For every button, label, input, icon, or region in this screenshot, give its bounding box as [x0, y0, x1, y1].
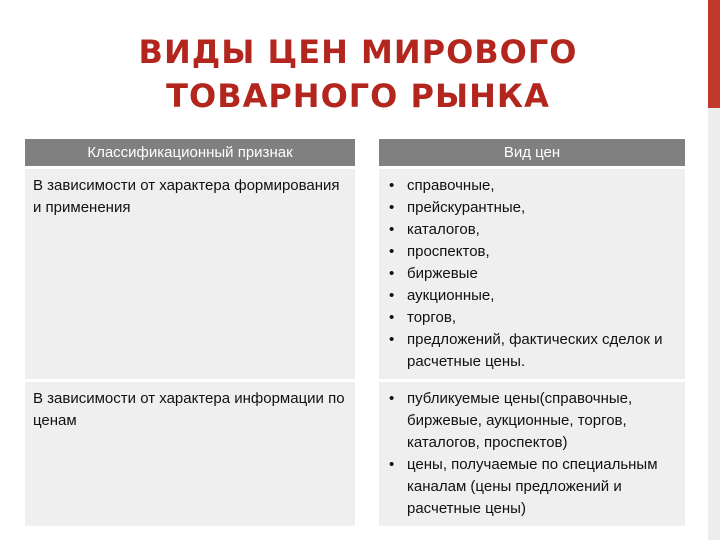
list-item: • цены, получаемые по специальным каналам (цены предложений и расчетные цены)	[387, 454, 677, 520]
header-price-type: Вид цен	[355, 139, 685, 166]
list-item: • аукционные,	[387, 285, 677, 307]
list-item: • торгов,	[387, 307, 677, 329]
row-2-criterion: В зависимости от характера информации по ценам	[25, 379, 355, 526]
row-1-list	[387, 175, 677, 373]
side-rule	[708, 108, 720, 540]
row-2-price-types	[355, 379, 685, 526]
list-item: • публикуемые цены(справочные, биржевые, аукционные, торгов, каталогов, проспектов)	[387, 388, 677, 454]
list-item: • справочные,	[387, 175, 677, 197]
price-types-table	[25, 139, 685, 526]
list-item: • каталогов,	[387, 219, 677, 241]
title-line-2: ТОВАРНОГО РЫНКА	[166, 77, 550, 115]
list-item: • предложений, фактических сделок и расчетные цены.	[387, 329, 677, 373]
row-1-price-types	[355, 166, 685, 379]
row-1-criterion: В зависимости от характера формирования и применения	[25, 166, 355, 379]
page-title	[0, 30, 716, 118]
title-line-1: ВИДЫ ЦЕН МИРОВОГО	[138, 33, 578, 71]
list-item: • проспектов,	[387, 241, 677, 263]
row-2-list	[387, 388, 677, 520]
list-item: • биржевые	[387, 263, 677, 285]
table-header-row	[25, 139, 685, 166]
table-row	[25, 166, 685, 379]
header-criterion: Классификационный признак	[25, 139, 355, 166]
table-row	[25, 379, 685, 526]
list-item: • прейскурантные,	[387, 197, 677, 219]
